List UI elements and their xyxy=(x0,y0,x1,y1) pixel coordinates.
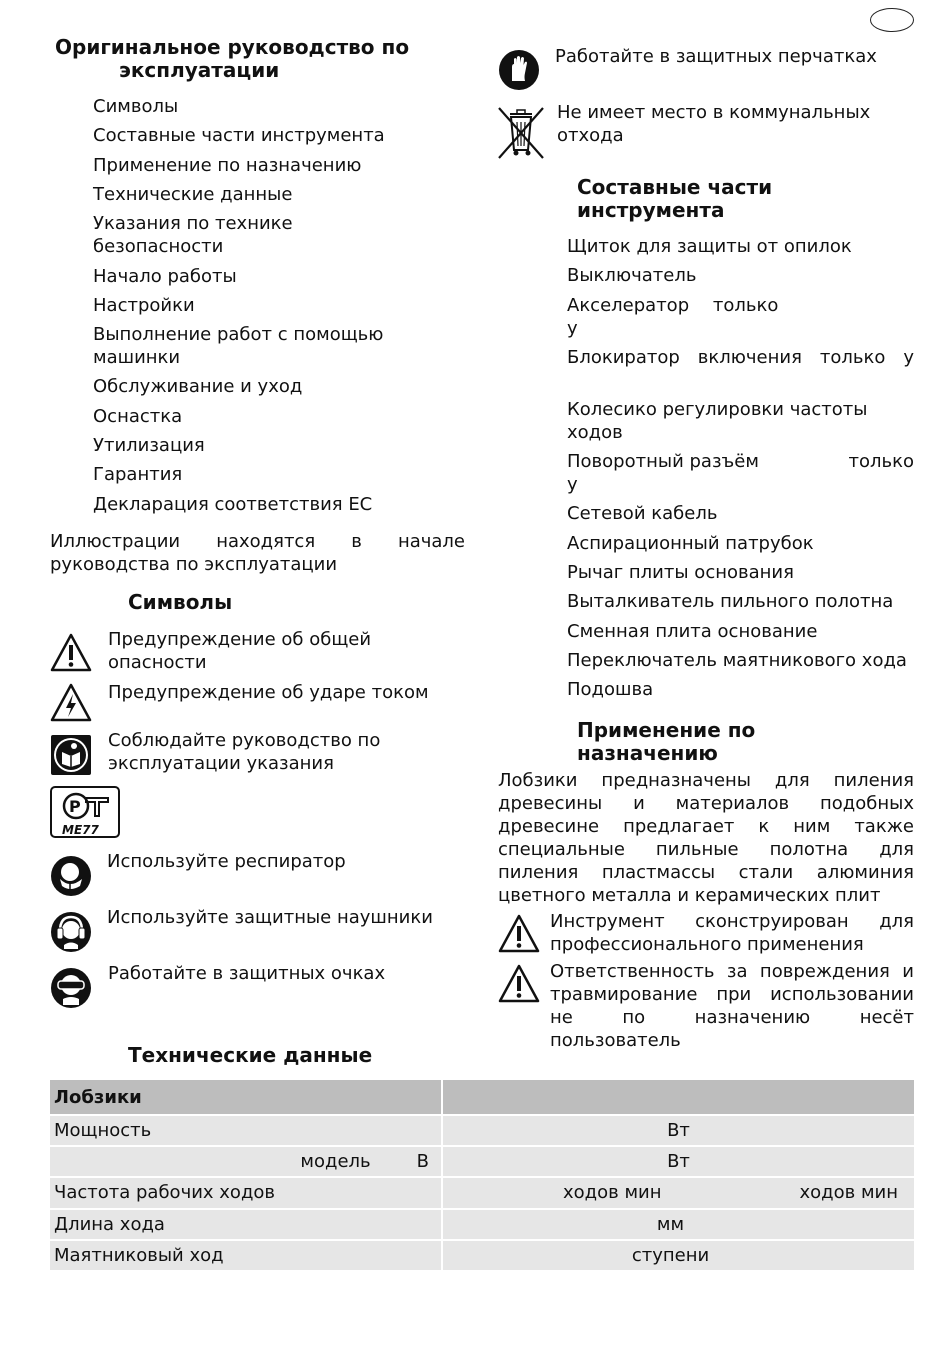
table-cell-value: мм xyxy=(442,1209,914,1240)
part-item: Сменная плита основание xyxy=(567,621,818,642)
table-cell-label xyxy=(50,1146,442,1177)
label-model: модель xyxy=(300,1151,371,1173)
table-row xyxy=(50,1115,914,1146)
part-item: Щиток для защиты от опилок xyxy=(567,236,852,257)
table-cell-value: Вт xyxy=(442,1146,914,1177)
toc-item: Утилизация xyxy=(93,435,205,456)
usage-text: Лобзики предназначены для пиления древесины и материалов подобных древесине предлагает к ним также специальные пильные полотна для пиления пластмассы стали алюминия цветного металла и керамических плит xyxy=(498,770,914,906)
value-a: ходов мин xyxy=(563,1182,662,1204)
table-row xyxy=(50,1146,914,1177)
label-volt: В xyxy=(416,1151,429,1173)
table-cell-value xyxy=(442,1177,914,1208)
part-item: Поворотный разъём только у xyxy=(567,451,914,495)
ear-protection-icon xyxy=(50,911,92,953)
toc-item: Гарантия xyxy=(93,464,183,485)
toc-title-line: Оригинальное руководство по xyxy=(55,35,410,59)
toc-title xyxy=(55,36,455,82)
general-warning-icon xyxy=(50,632,92,674)
symbol-text: Не имеет место в коммунальных отхода xyxy=(557,102,871,146)
symbol-text: Предупреждение об общей опасности xyxy=(108,629,372,673)
toc-item: Применение по назначению xyxy=(93,155,362,176)
part-item: Колесико регулировки частоты ходов xyxy=(567,399,868,443)
part-item: Выталкиватель пильного полотна xyxy=(567,591,894,612)
table-header-row xyxy=(50,1080,914,1115)
table-row xyxy=(50,1240,914,1271)
toc-item: Технические данные xyxy=(93,184,293,205)
part-item: Выключатель xyxy=(567,265,697,286)
part-item: Рычаг плиты основания xyxy=(567,562,794,583)
protective-gloves-icon xyxy=(498,49,540,91)
usage-warning: Ответственность за повреждения и травмирование при использовании не по назначению несёт пользователь xyxy=(550,961,914,1051)
table-header-cell: Лобзики xyxy=(50,1080,442,1115)
toc-item: Выполнение работ с помощью машинки xyxy=(93,324,384,368)
table-cell-label: Длина хода xyxy=(50,1209,442,1240)
toc-title-line: эксплуатации xyxy=(119,58,280,82)
tech-table xyxy=(50,1080,914,1272)
usage-warning: Инструмент сконструирован для профессионального применения xyxy=(550,911,914,955)
rst-mark-code: ME77 xyxy=(62,823,99,837)
toc-item: Составные части инструмента xyxy=(93,125,385,146)
toc-item: Оснастка xyxy=(93,406,183,427)
part-item: Переключатель маятникового хода xyxy=(567,650,907,671)
illustrations-note: Иллюстрации находятся в начале руководства по эксплуатации xyxy=(50,531,465,575)
table-cell-label: Маятниковый ход xyxy=(50,1240,442,1271)
parts-title: Составные части инструмента xyxy=(577,175,773,222)
table-cell-label: Мощность xyxy=(50,1115,442,1146)
electric-shock-warning-icon xyxy=(50,682,92,724)
respirator-icon xyxy=(50,855,92,897)
table-row xyxy=(50,1177,914,1208)
symbol-text: Используйте защитные наушники xyxy=(107,907,433,928)
toc-item: Декларация соответствия ЕС xyxy=(93,494,373,515)
symbol-text: Работайте в защитных перчатках xyxy=(555,46,877,67)
svg-text:Р: Р xyxy=(69,797,81,816)
part-item: Сетевой кабель xyxy=(567,503,718,524)
tech-title: Технические данные xyxy=(128,1043,373,1067)
toc-item: Символы xyxy=(93,96,179,117)
safety-goggles-icon xyxy=(50,967,92,1009)
toc-item: Начало работы xyxy=(93,266,237,287)
symbol-text: Используйте респиратор xyxy=(107,851,346,872)
table-cell-label: Частота рабочих ходов xyxy=(50,1177,442,1208)
toc-title-text xyxy=(55,36,455,82)
rst-certification-icon xyxy=(50,786,120,838)
toc-item: Обслуживание и уход xyxy=(93,376,303,397)
no-household-waste-icon xyxy=(496,104,546,160)
part-item: Акселератор только у xyxy=(567,295,779,339)
symbol-text: Работайте в защитных очках xyxy=(108,963,386,984)
toc-item: Настройки xyxy=(93,295,195,316)
table-cell-value: ступени xyxy=(442,1240,914,1271)
table-row xyxy=(50,1209,914,1240)
read-manual-icon xyxy=(50,734,92,776)
part-item: Аспирационный патрубок xyxy=(567,533,814,554)
general-warning-icon xyxy=(498,963,540,1005)
usage-title: Применение по назначению xyxy=(577,718,756,765)
symbol-text: Соблюдайте руководство по эксплуатации указания xyxy=(108,730,381,774)
part-item: Блокиратор включения только у xyxy=(567,347,914,368)
table-header-cell-empty xyxy=(442,1080,914,1115)
symbols-title: Символы xyxy=(128,590,233,614)
table-cell-value: Вт xyxy=(442,1115,914,1146)
symbol-text: Предупреждение об ударе током xyxy=(108,682,429,703)
general-warning-icon xyxy=(498,913,540,955)
part-item: Подошва xyxy=(567,679,654,700)
toc-item: Указания по технике безопасности xyxy=(93,213,293,257)
page-marker-oval xyxy=(870,8,914,32)
value-b: ходов мин xyxy=(799,1182,898,1204)
